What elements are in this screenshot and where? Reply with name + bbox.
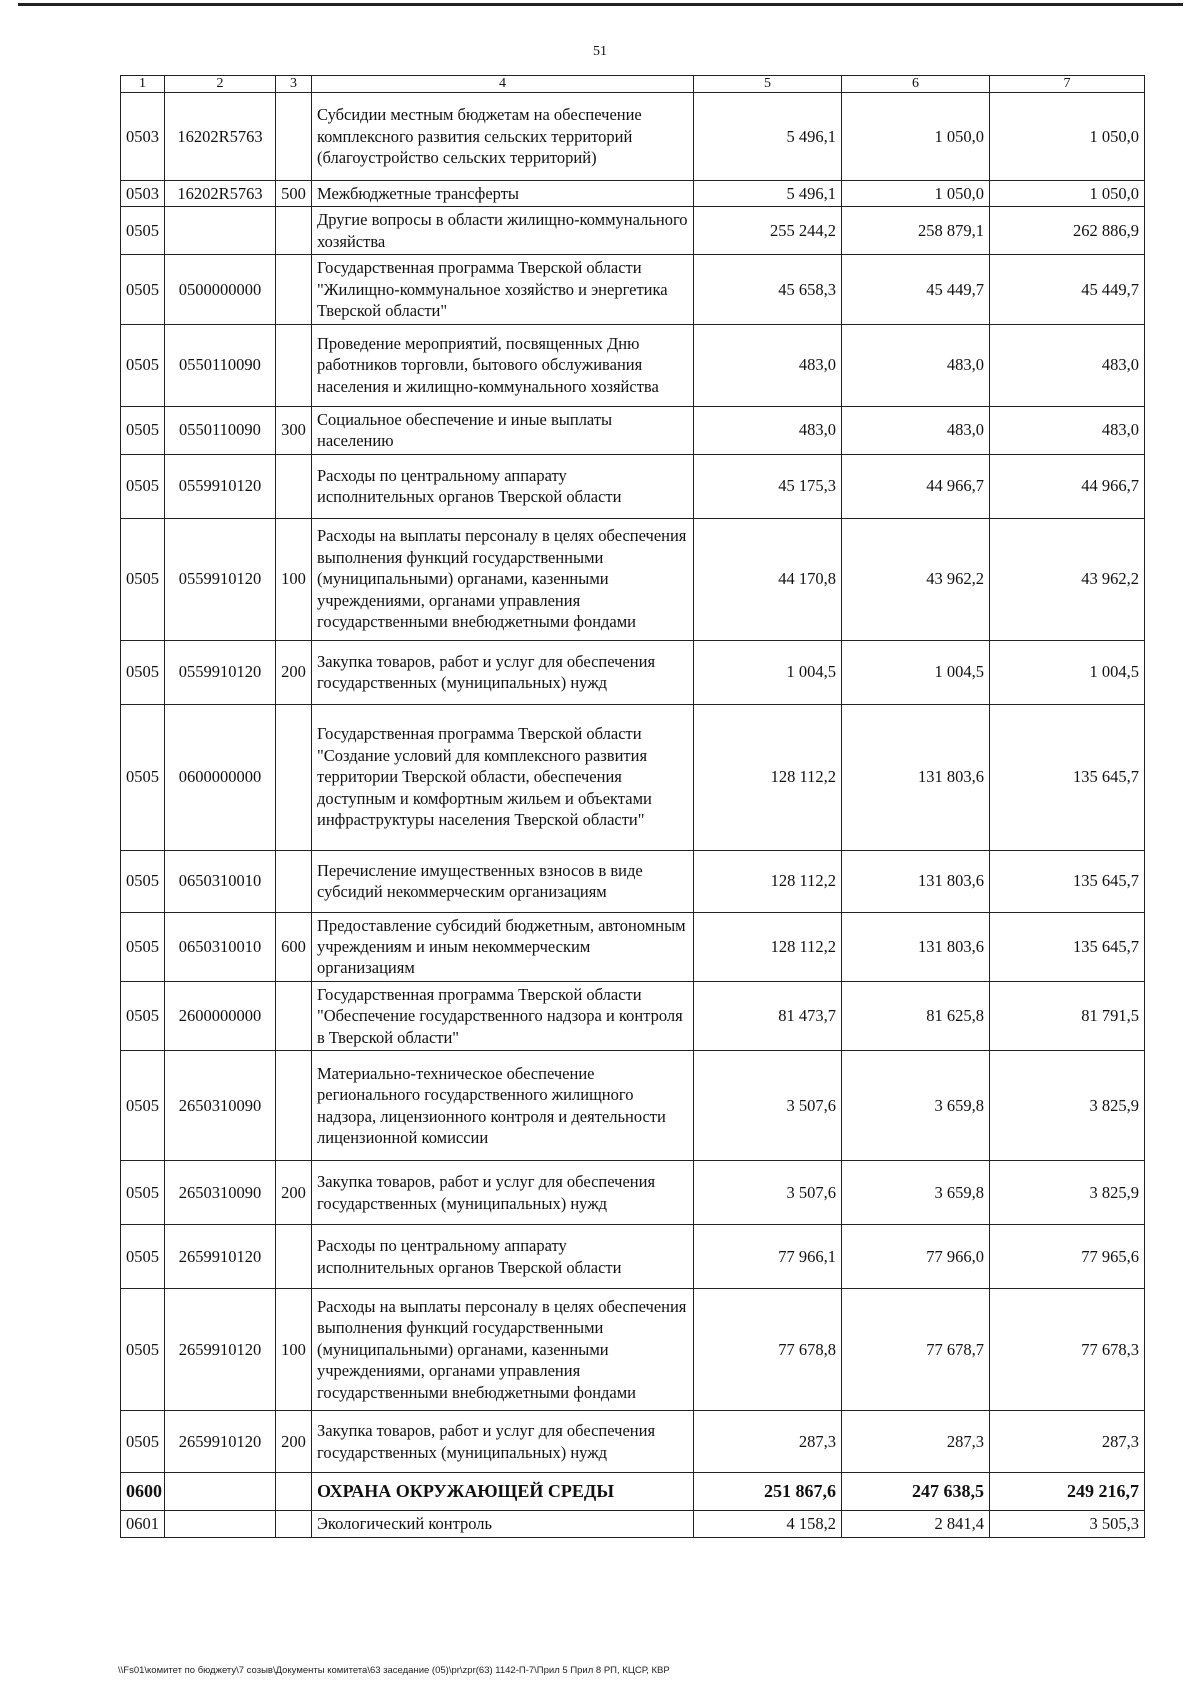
amount-col6-cell: 131 803,6 xyxy=(842,704,990,850)
target-code-cell: 0550110090 xyxy=(165,324,276,406)
target-code-cell: 0559910120 xyxy=(165,454,276,518)
expense-type-cell: 600 xyxy=(276,912,312,981)
section-code-cell: 0505 xyxy=(121,406,165,454)
amount-col7-cell: 3 825,9 xyxy=(990,1051,1145,1161)
amount-col7-cell: 1 004,5 xyxy=(990,640,1145,704)
amount-col5-cell: 128 112,2 xyxy=(694,704,842,850)
target-code-cell: 2659910120 xyxy=(165,1411,276,1473)
expense-type-cell xyxy=(276,93,312,181)
target-code-cell: 2659910120 xyxy=(165,1289,276,1411)
amount-col7-cell: 77 678,3 xyxy=(990,1289,1145,1411)
target-code-cell: 2659910120 xyxy=(165,1225,276,1289)
table-row xyxy=(121,181,1145,207)
table-row xyxy=(121,704,1145,850)
column-header: 3 xyxy=(276,76,312,93)
table-row xyxy=(121,912,1145,981)
section-code-cell: 0505 xyxy=(121,912,165,981)
target-code-cell: 0559910120 xyxy=(165,640,276,704)
amount-col7-cell: 135 645,7 xyxy=(990,704,1145,850)
amount-col5-cell: 5 496,1 xyxy=(694,181,842,207)
section-code-cell: 0505 xyxy=(121,324,165,406)
item-name-cell: Субсидии местным бюджетам на обеспечение комплексного развития сельских территорий (благоустройство сельских территорий) xyxy=(312,93,694,181)
table-row xyxy=(121,1411,1145,1473)
section-code-cell: 0505 xyxy=(121,1161,165,1225)
table-row xyxy=(121,324,1145,406)
item-name-cell: Закупка товаров, работ и услуг для обеспечения государственных (муниципальных) нужд xyxy=(312,640,694,704)
page-number: 51 xyxy=(593,44,607,59)
amount-col7-cell: 44 966,7 xyxy=(990,454,1145,518)
section-code-cell: 0505 xyxy=(121,1051,165,1161)
amount-col7-cell: 287,3 xyxy=(990,1411,1145,1473)
table-row xyxy=(121,518,1145,640)
item-name-cell: Материально-техническое обеспечение регионального государственного жилищного надзора, лицензионного контроля и деятельности лицензионной комиссии xyxy=(312,1051,694,1161)
expense-type-cell: 100 xyxy=(276,1289,312,1411)
item-name-cell: Государственная программа Тверской области "Создание условий для комплексного развития территории Тверской области, обеспечения доступным и комфортным жильем и объектами инфраструктуры населения Тверской области" xyxy=(312,704,694,850)
amount-col6-cell: 258 879,1 xyxy=(842,207,990,255)
target-code-cell xyxy=(165,207,276,255)
table-row xyxy=(121,1511,1145,1537)
amount-col6-cell: 44 966,7 xyxy=(842,454,990,518)
amount-col6-cell: 77 678,7 xyxy=(842,1289,990,1411)
expense-type-cell: 200 xyxy=(276,1411,312,1473)
item-name-cell: Государственная программа Тверской области "Жилищно-коммунальное хозяйство и энергетика Тверской области" xyxy=(312,255,694,324)
item-name-cell: Экологический контроль xyxy=(312,1511,694,1537)
expense-type-cell xyxy=(276,454,312,518)
amount-col6-cell: 131 803,6 xyxy=(842,850,990,912)
amount-col6-cell: 43 962,2 xyxy=(842,518,990,640)
item-name-cell: Расходы по центральному аппарату исполнительных органов Тверской области xyxy=(312,1225,694,1289)
table-header-row xyxy=(121,76,1145,93)
item-name-cell: ОХРАНА ОКРУЖАЮЩЕЙ СРЕДЫ xyxy=(312,1473,694,1511)
amount-col7-cell: 43 962,2 xyxy=(990,518,1145,640)
budget-table xyxy=(120,75,1145,1538)
amount-col7-cell: 262 886,9 xyxy=(990,207,1145,255)
target-code-cell: 0500000000 xyxy=(165,255,276,324)
amount-col6-cell: 77 966,0 xyxy=(842,1225,990,1289)
amount-col7-cell: 77 965,6 xyxy=(990,1225,1145,1289)
item-name-cell: Закупка товаров, работ и услуг для обеспечения государственных (муниципальных) нужд xyxy=(312,1161,694,1225)
expense-type-cell xyxy=(276,1473,312,1511)
target-code-cell: 16202R5763 xyxy=(165,93,276,181)
table-row xyxy=(121,850,1145,912)
expense-type-cell xyxy=(276,1225,312,1289)
expense-type-cell: 200 xyxy=(276,1161,312,1225)
item-name-cell: Межбюджетные трансферты xyxy=(312,181,694,207)
amount-col5-cell: 45 658,3 xyxy=(694,255,842,324)
amount-col6-cell: 45 449,7 xyxy=(842,255,990,324)
amount-col6-cell: 3 659,8 xyxy=(842,1051,990,1161)
expense-type-cell xyxy=(276,1511,312,1537)
target-code-cell: 0550110090 xyxy=(165,406,276,454)
expense-type-cell: 300 xyxy=(276,406,312,454)
table-row xyxy=(121,1289,1145,1411)
amount-col5-cell: 44 170,8 xyxy=(694,518,842,640)
expense-type-cell xyxy=(276,704,312,850)
column-header: 2 xyxy=(165,76,276,93)
amount-col7-cell: 483,0 xyxy=(990,406,1145,454)
expense-type-cell xyxy=(276,981,312,1050)
target-code-cell: 0559910120 xyxy=(165,518,276,640)
section-code-cell: 0505 xyxy=(121,518,165,640)
amount-col7-cell: 3 825,9 xyxy=(990,1161,1145,1225)
section-code-cell: 0505 xyxy=(121,981,165,1050)
expense-type-cell xyxy=(276,255,312,324)
amount-col6-cell: 1 004,5 xyxy=(842,640,990,704)
amount-col5-cell: 287,3 xyxy=(694,1411,842,1473)
section-code-cell: 0505 xyxy=(121,704,165,850)
table-row xyxy=(121,255,1145,324)
table-row xyxy=(121,454,1145,518)
expense-type-cell xyxy=(276,850,312,912)
table-row xyxy=(121,1161,1145,1225)
item-name-cell: Расходы на выплаты персоналу в целях обеспечения выполнения функций государственными (муниципальными) органами, казенными учреждениями, органами управления государственными внебюджетными фондами xyxy=(312,1289,694,1411)
item-name-cell: Проведение мероприятий, посвященных Дню работников торговли, бытового обслуживания населения и жилищно-коммунального хозяйства xyxy=(312,324,694,406)
column-header: 1 xyxy=(121,76,165,93)
amount-col5-cell: 255 244,2 xyxy=(694,207,842,255)
amount-col5-cell: 251 867,6 xyxy=(694,1473,842,1511)
amount-col5-cell: 3 507,6 xyxy=(694,1161,842,1225)
amount-col7-cell: 3 505,3 xyxy=(990,1511,1145,1537)
section-code-cell: 0503 xyxy=(121,181,165,207)
amount-col7-cell: 483,0 xyxy=(990,324,1145,406)
section-code-cell: 0505 xyxy=(121,207,165,255)
section-code-cell: 0600 xyxy=(121,1473,165,1511)
expense-type-cell xyxy=(276,1051,312,1161)
section-code-cell: 0505 xyxy=(121,454,165,518)
amount-col6-cell: 1 050,0 xyxy=(842,181,990,207)
target-code-cell: 2650310090 xyxy=(165,1161,276,1225)
amount-col6-cell: 247 638,5 xyxy=(842,1473,990,1511)
section-code-cell: 0505 xyxy=(121,255,165,324)
table-row xyxy=(121,406,1145,454)
item-name-cell: Закупка товаров, работ и услуг для обеспечения государственных (муниципальных) нужд xyxy=(312,1411,694,1473)
column-header: 5 xyxy=(694,76,842,93)
expense-type-cell: 200 xyxy=(276,640,312,704)
amount-col5-cell: 128 112,2 xyxy=(694,912,842,981)
section-code-cell: 0505 xyxy=(121,1289,165,1411)
item-name-cell: Государственная программа Тверской области "Обеспечение государственного надзора и контроля в Тверской области" xyxy=(312,981,694,1050)
target-code-cell: 0650310010 xyxy=(165,850,276,912)
item-name-cell: Другие вопросы в области жилищно-коммунального хозяйства xyxy=(312,207,694,255)
amount-col5-cell: 5 496,1 xyxy=(694,93,842,181)
amount-col5-cell: 3 507,6 xyxy=(694,1051,842,1161)
target-code-cell: 2650310090 xyxy=(165,1051,276,1161)
item-name-cell: Социальное обеспечение и иные выплаты населению xyxy=(312,406,694,454)
amount-col6-cell: 81 625,8 xyxy=(842,981,990,1050)
amount-col7-cell: 45 449,7 xyxy=(990,255,1145,324)
amount-col5-cell: 1 004,5 xyxy=(694,640,842,704)
table-body xyxy=(121,76,1145,1538)
table-row xyxy=(121,93,1145,181)
target-code-cell xyxy=(165,1511,276,1537)
item-name-cell: Расходы на выплаты персоналу в целях обеспечения выполнения функций государственными (муниципальными) органами, казенными учреждениями, органами управления государственными внебюджетными фондами xyxy=(312,518,694,640)
item-name-cell: Расходы по центральному аппарату исполнительных органов Тверской области xyxy=(312,454,694,518)
column-header: 7 xyxy=(990,76,1145,93)
amount-col7-cell: 81 791,5 xyxy=(990,981,1145,1050)
expense-type-cell xyxy=(276,324,312,406)
amount-col5-cell: 77 966,1 xyxy=(694,1225,842,1289)
target-code-cell: 16202R5763 xyxy=(165,181,276,207)
item-name-cell: Предоставление субсидий бюджетным, автономным учреждениям и иным некоммерческим организациям xyxy=(312,912,694,981)
amount-col5-cell: 81 473,7 xyxy=(694,981,842,1050)
amount-col6-cell: 131 803,6 xyxy=(842,912,990,981)
table-row xyxy=(121,1473,1145,1511)
table-row xyxy=(121,640,1145,704)
amount-col6-cell: 3 659,8 xyxy=(842,1161,990,1225)
section-code-cell: 0601 xyxy=(121,1511,165,1537)
section-code-cell: 0505 xyxy=(121,1411,165,1473)
expense-type-cell xyxy=(276,207,312,255)
column-header: 6 xyxy=(842,76,990,93)
amount-col6-cell: 2 841,4 xyxy=(842,1511,990,1537)
amount-col7-cell: 1 050,0 xyxy=(990,181,1145,207)
target-code-cell: 2600000000 xyxy=(165,981,276,1050)
amount-col5-cell: 77 678,8 xyxy=(694,1289,842,1411)
section-code-cell: 0505 xyxy=(121,850,165,912)
section-code-cell: 0505 xyxy=(121,640,165,704)
section-code-cell: 0505 xyxy=(121,1225,165,1289)
top-border-line xyxy=(18,3,1183,6)
amount-col5-cell: 45 175,3 xyxy=(694,454,842,518)
table-row xyxy=(121,207,1145,255)
amount-col7-cell: 135 645,7 xyxy=(990,912,1145,981)
amount-col7-cell: 135 645,7 xyxy=(990,850,1145,912)
table-row xyxy=(121,981,1145,1050)
table-row xyxy=(121,1225,1145,1289)
target-code-cell xyxy=(165,1473,276,1511)
amount-col6-cell: 483,0 xyxy=(842,406,990,454)
item-name-cell: Перечисление имущественных взносов в виде субсидий некоммерческим организациям xyxy=(312,850,694,912)
target-code-cell: 0600000000 xyxy=(165,704,276,850)
file-path-footer: \\Fs01\комитет по бюджету\7 созыв\Документы комитета\63 заседание (05)\pr\zpr(63) 1142-П-7\Прил 5 Прил 8 РП, КЦСР, КВР xyxy=(118,1665,670,1676)
table-row xyxy=(121,1051,1145,1161)
expense-type-cell: 100 xyxy=(276,518,312,640)
expense-type-cell: 500 xyxy=(276,181,312,207)
column-header: 4 xyxy=(312,76,694,93)
amount-col5-cell: 483,0 xyxy=(694,324,842,406)
section-code-cell: 0503 xyxy=(121,93,165,181)
target-code-cell: 0650310010 xyxy=(165,912,276,981)
amount-col5-cell: 483,0 xyxy=(694,406,842,454)
amount-col7-cell: 249 216,7 xyxy=(990,1473,1145,1511)
amount-col6-cell: 1 050,0 xyxy=(842,93,990,181)
amount-col5-cell: 128 112,2 xyxy=(694,850,842,912)
amount-col5-cell: 4 158,2 xyxy=(694,1511,842,1537)
amount-col7-cell: 1 050,0 xyxy=(990,93,1145,181)
amount-col6-cell: 483,0 xyxy=(842,324,990,406)
amount-col6-cell: 287,3 xyxy=(842,1411,990,1473)
